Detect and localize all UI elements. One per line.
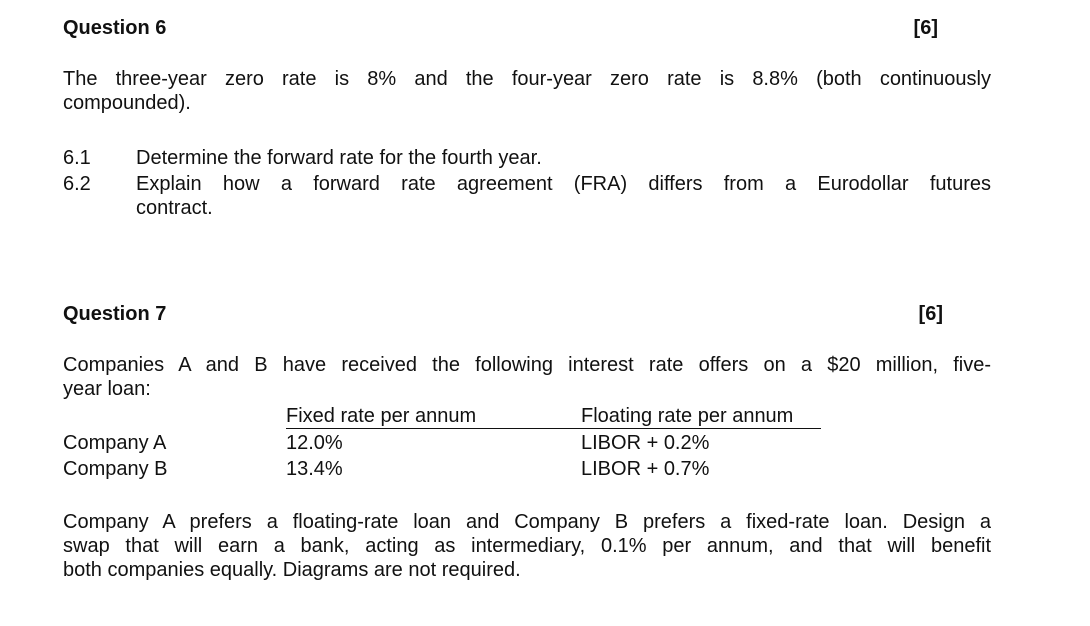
part-text: Determine the forward rate for the fourth year. (136, 147, 542, 169)
question-6-header (63, 16, 943, 42)
question-7-intro (63, 353, 991, 401)
question-6-intro-line-2: compounded). (63, 92, 191, 114)
company-a-label: Company A (63, 432, 167, 454)
rates-table (63, 404, 823, 484)
part-number: 6.1 (63, 147, 91, 169)
question-7-intro-line-1: Companies A and B have received the following interest rate offers on a $20 million, five- (63, 354, 991, 376)
part-number: 6.2 (63, 173, 91, 195)
question-6-title: Question 6 (63, 17, 167, 39)
question-6-part-1 (63, 146, 991, 170)
part-text (136, 172, 991, 220)
question-7-closing-line-3: both companies equally. Diagrams are not required. (63, 559, 521, 581)
question-7-closing-line-2: swap that will earn a bank, acting as intermediary, 0.1% per annum, and that will benefit (63, 535, 991, 557)
company-b-label: Company B (63, 458, 168, 480)
part-text-line-1: Explain how a forward rate agreement (FRA) differs from a Eurodollar futures (136, 173, 991, 195)
question-7-marks: [6] (918, 303, 943, 325)
question-7-title: Question 7 (63, 303, 167, 325)
question-7-closing-line-1: Company A prefers a floating-rate loan and Company B prefers a fixed-rate loan. Design a (63, 511, 991, 533)
company-b-fixed-rate: 13.4% (286, 458, 343, 480)
company-a-fixed-rate: 12.0% (286, 432, 343, 454)
question-7-header (63, 302, 943, 328)
part-text-line-2: contract. (136, 197, 213, 219)
company-a-floating-rate: LIBOR + 0.2% (581, 432, 710, 454)
question-7-intro-line-2: year loan: (63, 378, 151, 400)
header-underline (286, 428, 821, 429)
question-7-closing (63, 510, 991, 582)
fixed-rate-header: Fixed rate per annum (286, 405, 477, 427)
question-6-part-2 (63, 172, 991, 222)
question-6-intro (63, 67, 991, 115)
question-6-intro-line-1: The three-year zero rate is 8% and the four-year zero rate is 8.8% (both continuously (63, 68, 991, 90)
floating-rate-header: Floating rate per annum (581, 405, 794, 427)
company-b-floating-rate: LIBOR + 0.7% (581, 458, 710, 480)
question-6-marks: [6] (913, 17, 938, 39)
